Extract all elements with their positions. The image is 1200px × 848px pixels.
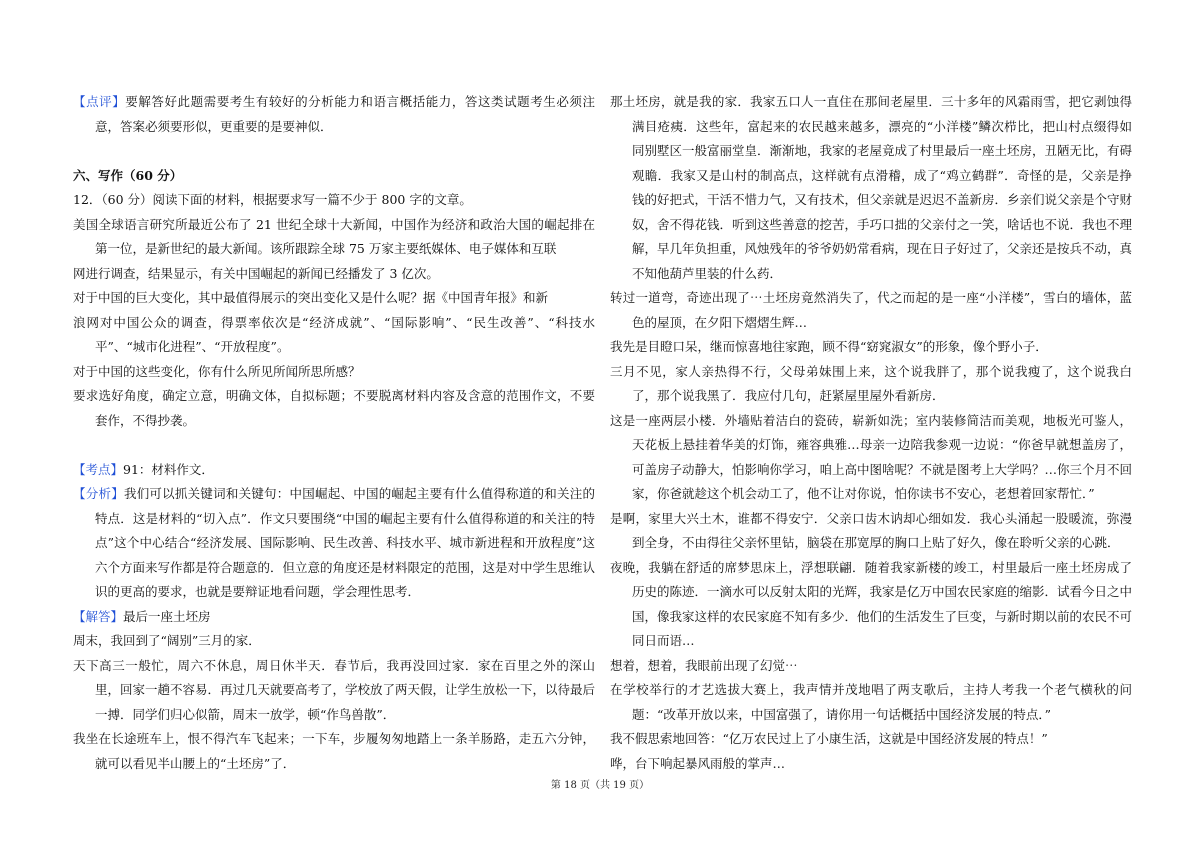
paragraph bbox=[73, 629, 595, 654]
section-label: 【点评】 bbox=[73, 94, 126, 109]
section-heading bbox=[73, 164, 595, 189]
paragraph bbox=[610, 335, 1132, 360]
paragraph bbox=[610, 654, 1132, 679]
left-column bbox=[73, 90, 595, 776]
paragraph-text: 在学校举行的才艺选拔大赛上，我声情并茂地唱了两支歌后，主持人考我一个老气横秋的问题：“改革开放以来，中国富强了，请你用一句话概括中国经济发展的特点．” bbox=[610, 682, 1132, 722]
paragraph bbox=[73, 213, 595, 262]
paragraph-text: 天下高三一般忙，周六不休息，周日休半天．春节后，我再没回过家．家在百里之外的深山里，回家一趟不容易．再过几天就要高考了，学校放了两天假，让学生放松一下，以待最后一搏．同学们归心似箭，周末一放学，顿“作鸟兽散”． bbox=[73, 657, 596, 722]
paragraph bbox=[73, 188, 595, 213]
paragraph bbox=[610, 360, 1132, 409]
paragraph bbox=[73, 458, 595, 483]
paragraph-text: 我先是目瞪口呆，继而惊喜地往家跑，顾不得“窈窕淑女”的形象，像个野小子． bbox=[610, 339, 1048, 354]
paragraph bbox=[73, 286, 595, 311]
paragraph bbox=[73, 727, 595, 776]
right-column bbox=[610, 90, 1132, 776]
paragraph-text: 12．（60 分）阅读下面的材料，根据要求写一篇不少于 800 字的文章。 bbox=[73, 192, 472, 207]
paragraph bbox=[73, 311, 595, 360]
paragraph bbox=[73, 384, 595, 433]
paragraph bbox=[73, 605, 595, 630]
paragraph-text: 我们可以抓关键词和关键句：中国崛起、中国的崛起主要有什么值得称道的和关注的特点．这是材料的“切入点”．作文只要围绕“中国的崛起主要有什么值得称道的和关注的特点”这个中心结合“经济发展、国际影响、民生改善、科技水平、城市新进程和开放程度”这六个方面来写作都是符合题意的．但立意的角度还是材料限定的范围，这是对中学生思维认识的更高的要求，也就是要辩证地看问题，学会理性思考． bbox=[95, 486, 596, 599]
paragraph-text: 想着，想着，我眼前出现了幻觉⋯ bbox=[610, 657, 798, 673]
paragraph bbox=[610, 286, 1132, 335]
paragraph-text: 是啊，家里大兴土木，谁都不得安宁．父亲口齿木讷却心细如发．我心头涌起一股暖流，弥漫到全身，不由得往父亲怀里钻，脑袋在那宽厚的胸口上贴了好久，像在聆听父亲的心跳． bbox=[610, 510, 1132, 550]
section-label: 【分析】 bbox=[73, 486, 124, 501]
paragraph-text: 那土坯房，就是我的家．我家五口人一直住在那间老屋里．三十多年的风霜雨雪，把它剥蚀得满目疮痍．这些年，富起来的农民越来越多，漂亮的“小洋楼”鳞次栉比，把山村点缀得如同别墅区一般富丽堂皇．渐渐地，我家的老屋竟成了村里最后一座土坯房，丑陋无比，有碍观瞻．我家又是山村的制高点，这样就有点滑稽，成了“鸡立鹤群”．奇怪的是，父亲是挣钱的好把式，干活不惜力气，又有技术，但父亲就是迟迟不盖新房．乡亲们说父亲是个守财奴，舍不得花钱．听到这些善意的挖苦，手巧口拙的父亲付之一笑，啥话也不说．我也不理解，早几年负担重，风烛残年的爷爷奶奶常看病，现在日子好过了，父亲还是按兵不动，真不知他葫芦里装的什么药． bbox=[610, 94, 1133, 281]
page-footer: 第 18 页（共 19 页） bbox=[550, 780, 650, 791]
paragraph-text: 对于中国的巨大变化，其中最值得展示的突出变化又是什么呢？据《中国青年报》和新 bbox=[73, 290, 549, 305]
paragraph bbox=[610, 752, 1132, 777]
paragraph-text: 要求选好角度，确定立意，明确文体，自拟标题；不要脱离材料内容及含意的范围作文，不要套作，不得抄袭。 bbox=[73, 388, 595, 428]
paragraph bbox=[73, 654, 595, 728]
paragraph-text: 六、写作（60 分） bbox=[73, 167, 183, 183]
paragraph-text: 夜晚，我躺在舒适的席梦思床上，浮想联翩．随着我家新楼的竣工，村里最后一座土坯房成了历史的陈迹．一滴水可以反射太阳的光辉，我家是亿万中国农民家庭的缩影．试看今日之中国，像我家这样的农民家庭不知有多少．他们的生活发生了巨变，与新时期以前的农民不可同日而语… bbox=[610, 559, 1133, 648]
paragraph bbox=[610, 90, 1132, 286]
paragraph-text: 我不假思索地回答：“亿万农民过上了小康生活，这就是中国经济发展的特点！” bbox=[610, 731, 1048, 746]
paragraph bbox=[73, 360, 595, 385]
paragraph-text: 这是一座两层小楼．外墙贴着洁白的瓷砖，崭新如洗；室内装修简洁而美观，地板光可鉴人，天花板上悬挂着华美的灯饰，雍容典雅…母亲一边陪我参观一边说：“你爸早就想盖房了，可盖房子动静大，怕影响你学习，咱上高中图啥呢？不就是图考上大学吗？…你三个月不回家，你爸就趁这个机会动工了，他不让对你说，怕你读书不安心，老想着回家帮忙．” bbox=[610, 412, 1133, 501]
paragraph-gap bbox=[73, 433, 595, 458]
paragraph bbox=[610, 507, 1132, 556]
paragraph-text: 浪网对中国公众的调查，得票率依次是“经济成就”、“国际影响”、“民生改善”、“科技水平”、“城市化进程”、“开放程度”。 bbox=[73, 314, 595, 354]
paragraph-text: 最后一座土坯房 bbox=[123, 608, 211, 624]
section-label: 【解答】 bbox=[73, 608, 124, 624]
paragraph bbox=[610, 556, 1132, 654]
paragraph-text: 周末，我回到了“阔别”三月的家． bbox=[73, 633, 261, 648]
paragraph bbox=[73, 482, 595, 605]
paragraph bbox=[610, 727, 1132, 752]
paragraph-text: 转过一道弯，奇迹出现了⋯土坯房竟然消失了，代之而起的是一座“小洋楼”，雪白的墙体，蓝色的屋顶，在夕阳下熠熠生辉… bbox=[610, 290, 1132, 330]
paragraph-text: 要解答好此题需要考生有较好的分析能力和语言概括能力，答这类试题考生必须注意，答案必须要形似，更重要的是要神似． bbox=[95, 94, 595, 134]
paragraph-text: 美国全球语言研究所最近公布了 21 世纪全球十大新闻，中国作为经济和政治大国的崛起排在第一位，是新世纪的最大新闻。该所跟踪全球 75 万家主要纸媒体、电子媒体和互联 bbox=[73, 216, 595, 256]
paragraph-text: 哗，台下响起暴风雨般的掌声… bbox=[610, 755, 786, 771]
paragraph bbox=[610, 678, 1132, 727]
paragraph-text: 91：材料作文． bbox=[123, 461, 214, 477]
paragraph-text: 我坐在长途班车上，恨不得汽车飞起来；一下车，步履匆匆地踏上一条羊肠路，走五六分钟，就可以看见半山腰上的“土坯房”了． bbox=[73, 731, 595, 771]
paragraph bbox=[73, 262, 595, 287]
paragraph-text: 网进行调查，结果显示，有关中国崛起的新闻已经播发了 3 亿次。 bbox=[73, 265, 439, 281]
paragraph-gap bbox=[73, 139, 595, 164]
section-label: 【考点】 bbox=[73, 461, 124, 477]
paragraph-text: 三月不见，家人亲热得不行，父母弟妹围上来，这个说我胖了，那个说我瘦了，这个说我白了，那个说我黑了．我应付几句，赶紧屋里屋外看新房． bbox=[610, 363, 1132, 403]
paragraph bbox=[73, 90, 595, 139]
paragraph-text: 对于中国的这些变化，你有什么所见所闻所思所感？ bbox=[73, 363, 361, 379]
paragraph bbox=[610, 409, 1132, 507]
